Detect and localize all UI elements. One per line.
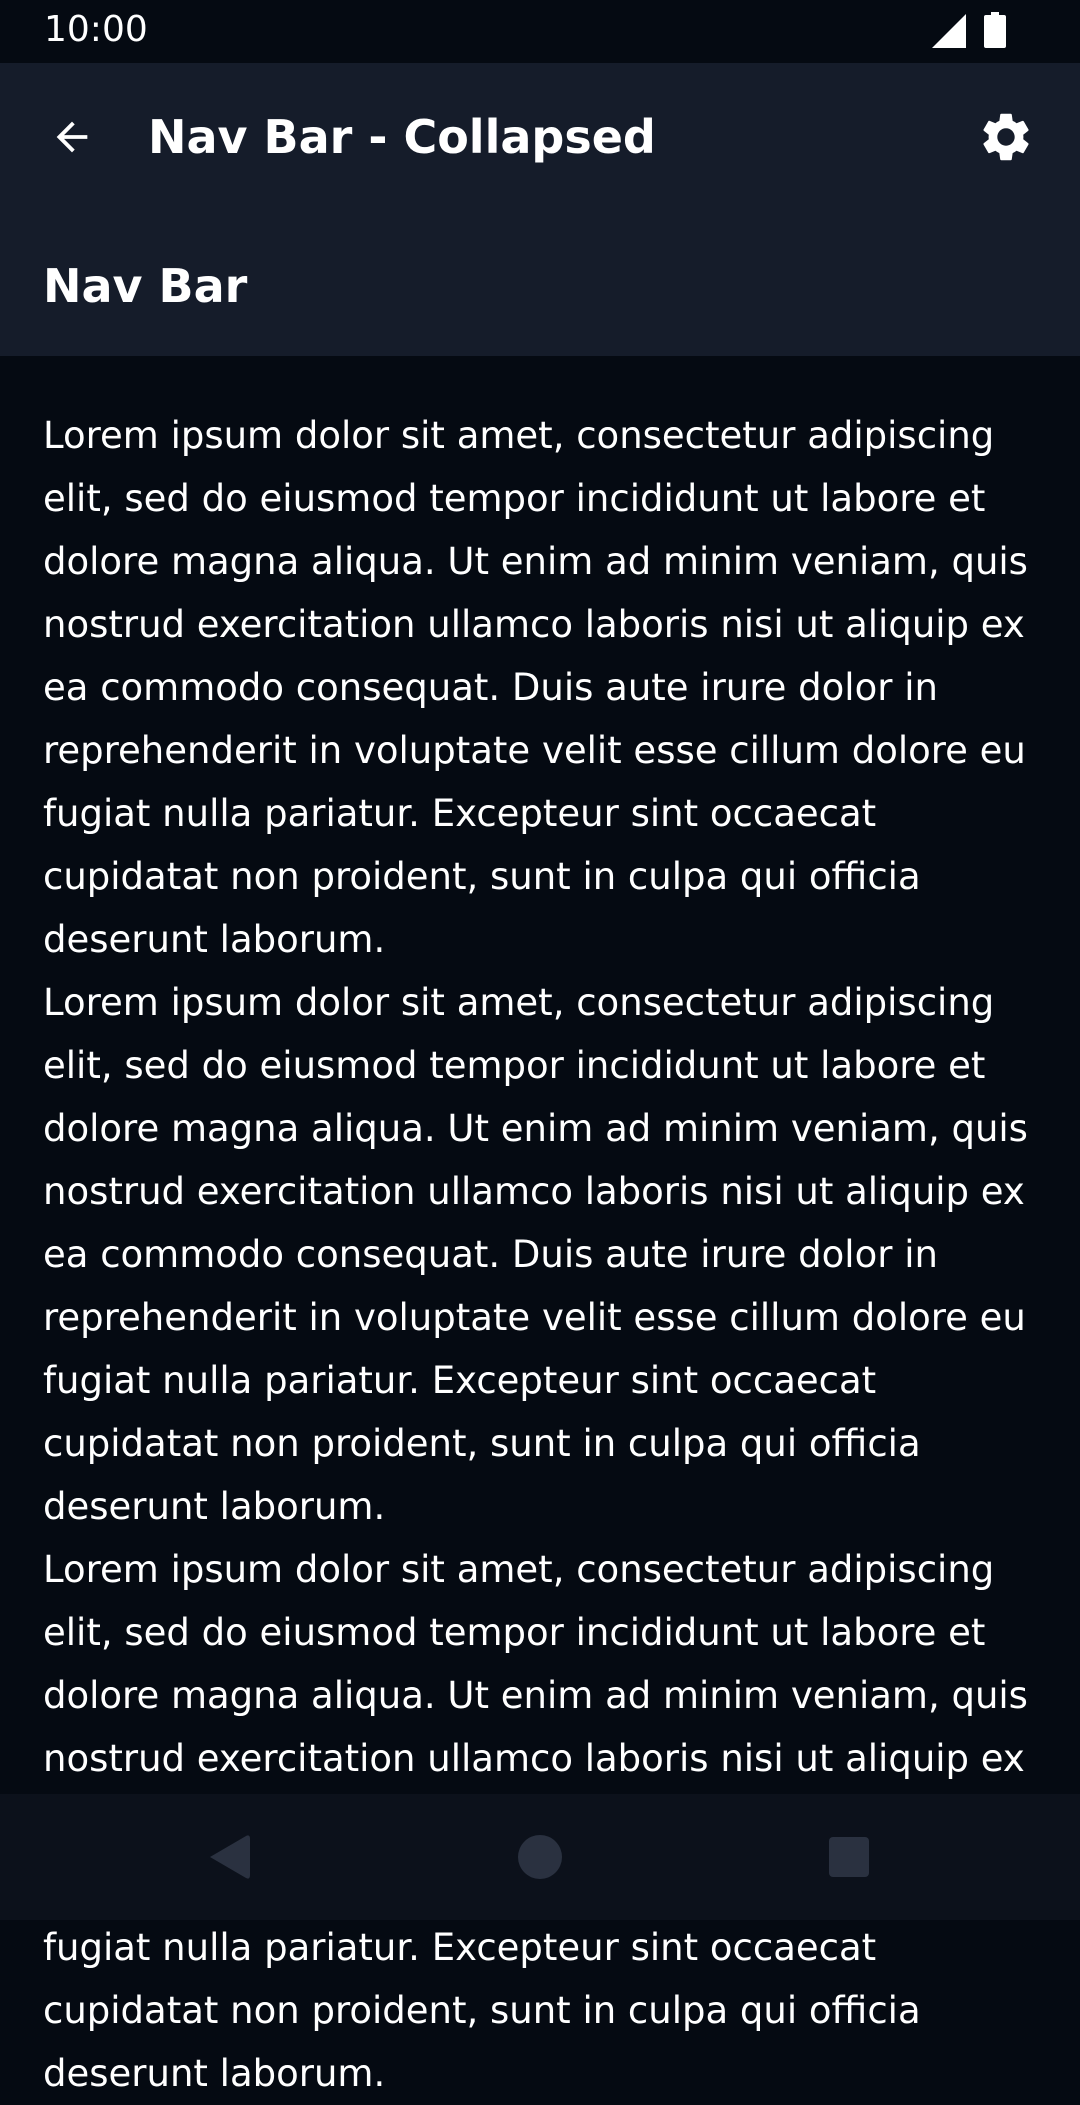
cell-signal-icon [932, 14, 966, 48]
status-time: 10:00 [44, 9, 148, 50]
arrow-back-icon [49, 114, 95, 160]
page-title: Nav Bar - Collapsed [148, 110, 656, 164]
gear-icon [977, 108, 1035, 166]
section-title: Nav Bar [43, 259, 248, 313]
nav-home-circle-icon[interactable] [518, 1835, 562, 1879]
paragraph: Lorem ipsum dolor sit amet, consectetur adipiscing elit, sed do eiusmod tempor incididunt ut labore et dolore magna aliqua. Ut enim ad minim veniam, quis nostrud exercitation ullamco laboris nisi ut aliquip ex ea commodo consequat. Duis aute irure dolor in reprehenderit in voluptate velit esse cillum dolore eu fugiat nulla pariatur. Excepteur sint occaecat cupidatat non proident, sunt in culpa qui officia deserunt laborum. [43, 981, 1028, 1528]
paragraph: Lorem ipsum dolor sit amet, consectetur adipiscing elit, sed do eiusmod tempor incididunt ut labore et dolore magna aliqua. Ut enim ad minim veniam, quis nostrud exercitation ullamco laboris nisi ut aliquip ex fugiat nulla pariatur. Excepteur sint occaecat cupidatat non proident, sunt in culpa qui officia deserunt laborum. [43, 1548, 1028, 2095]
nav-recents-square-icon[interactable] [829, 1837, 869, 1877]
paragraph: Lorem ipsum dolor sit amet, consectetur adipiscing elit, sed do eiusmod tempor incididunt ut labore et dolore magna aliqua. Ut enim ad minim veniam, quis nostrud exercitation ullamco laboris nisi ut aliquip ex ea commodo consequat. Duis aute irure dolor in reprehenderit in voluptate velit esse cillum dolore eu fugiat nulla pariatur. Excepteur sint occaecat cupidatat non proident, sunt in culpa qui officia deserunt laborum. [43, 414, 1028, 961]
app-bar [0, 63, 1080, 356]
nav-back-triangle-icon[interactable] [206, 1834, 250, 1880]
status-bar [0, 0, 1080, 63]
content-scroll-area[interactable] [0, 356, 1080, 2095]
back-button[interactable] [42, 107, 102, 167]
settings-button[interactable] [976, 107, 1036, 167]
system-nav-bar [0, 1794, 1080, 1920]
battery-icon [984, 12, 1006, 48]
